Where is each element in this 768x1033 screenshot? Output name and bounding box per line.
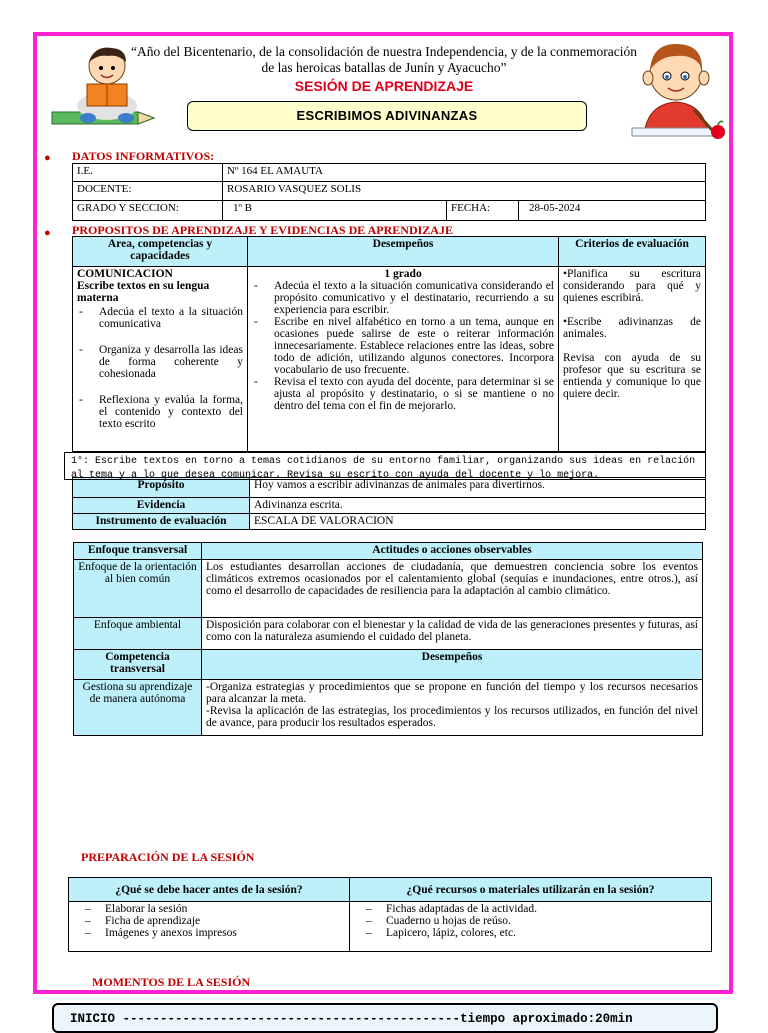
- col-desempenos-transversal: Desempeños: [202, 650, 703, 680]
- preparacion-heading: PREPARACIÓN DE LA SESIÓN: [81, 850, 255, 864]
- criterio-item: Revisa con ayuda de su profesor que su escritura se entienda y comunique lo que quiere decir.: [563, 352, 701, 400]
- col-recursos: ¿Qué recursos o materiales utilizarán en la sesión?: [350, 878, 712, 902]
- competencia-name: Escribe textos en su lengua materna: [77, 280, 210, 304]
- capacidad-item: - Reflexiona y evalúa la forma, el contenido y contexto del texto escrito: [77, 394, 243, 430]
- grado-value: 1º B: [223, 201, 447, 221]
- datos-table: [72, 163, 706, 221]
- competencia-text: -Revisa la aplicación de las estrategias, los procedimientos y los recursos utilizados, en función del nivel de avance, para producir los resultados esperados.: [206, 705, 698, 729]
- evidencia-label: Evidencia: [73, 498, 250, 514]
- recurso-item: – Cuaderno u hojas de reúso.: [364, 915, 707, 927]
- competencia-text: -Organiza estrategias y procedimientos que se propone en función del tiempo y los recursos necesarios para alcanzar la meta.: [206, 681, 698, 705]
- antes-item: – Ficha de aprendizaje: [83, 915, 345, 927]
- header-line-2: de las heroicas batallas de Junín y Ayacucho”: [261, 60, 507, 75]
- capacidad-item: - Organiza y desarrolla las ideas de forma coherente y cohesionada: [77, 344, 243, 380]
- inicio-box: INICIO ---------------------------------------------tiempo aproximado:20min: [52, 1003, 718, 1033]
- col-enfoque: Enfoque transversal: [74, 543, 202, 560]
- desempeno-item: - Adecúa el texto a la situación comunicativa considerando el propósito comunicativo y el destinatario, recurriendo a su experiencia para escribir.: [252, 280, 554, 316]
- col-competencia: Competencia transversal: [74, 650, 202, 680]
- proposito-table: [72, 477, 706, 530]
- enfoque-text: Los estudiantes desarrollan acciones de ciudadanía, que demuestren conciencia sobre los eventos climáticos extremos ocasionados por el calentamiento global (sequías e inundaciones, entre otros.), así como el desarrollo de capacidades de resiliencia para la adaptación al cambio climático.: [202, 560, 703, 618]
- col-desempenos: Desempeños: [248, 237, 559, 267]
- antes-item: – Elaborar la sesión: [83, 903, 345, 915]
- fecha-label: FECHA:: [447, 201, 519, 221]
- recurso-item: – Fichas adaptadas de la actividad.: [364, 903, 707, 915]
- enfoque-name: Enfoque de la orientación al bien común: [74, 560, 202, 618]
- col-area: Area, competencias y capacidades: [73, 237, 248, 267]
- competencias-table: [72, 236, 706, 452]
- criterio-item: •Escribe adivinanzas de animales.: [563, 316, 701, 340]
- antes-item: – Imágenes y anexos impresos: [83, 927, 345, 939]
- docente-value: ROSARIO VASQUEZ SOLIS: [223, 182, 706, 201]
- bullet-icon: ●: [44, 152, 51, 164]
- propositos-heading: PROPOSITOS DE APRENDIZAJE Y EVIDENCIAS DE APRENDIZAJE: [72, 223, 453, 237]
- proposito-label: Propósito: [73, 478, 250, 498]
- enfoques-table: [73, 542, 703, 736]
- instrumento-label: Instrumento de evaluación: [73, 514, 250, 530]
- col-antes: ¿Qué se debe hacer antes de la sesión?: [69, 878, 350, 902]
- ie-label: I.E.: [73, 164, 223, 182]
- datos-heading: DATOS INFORMATIVOS:: [72, 149, 215, 163]
- instrumento-value: ESCALA DE VALORACION: [250, 514, 706, 530]
- proposito-value: Hoy vamos a escribir adivinanzas de animales para divertirnos.: [250, 478, 706, 498]
- enfoque-name: Enfoque ambiental: [74, 618, 202, 650]
- recurso-item: – Lapicero, lápiz, colores, etc.: [364, 927, 707, 939]
- col-criterios: Criterios de evaluación: [559, 237, 706, 267]
- area-title: COMUNICACION: [77, 268, 173, 280]
- capacidad-item: - Adecúa el texto a la situación comunicativa: [77, 306, 243, 330]
- criterio-item: •Planifica su escritura considerando para qué y quienes escribirá.: [563, 268, 701, 304]
- desempeno-item: - Revisa el texto con ayuda del docente, para determinar si se ajusta al propósito y destinatario, o si se mantiene o no dentro del tema con el fin de mejorarlo.: [252, 376, 554, 412]
- grado-heading: 1 grado: [384, 268, 422, 280]
- col-actitudes: Actitudes o acciones observables: [202, 543, 703, 560]
- topic-title-box: ESCRIBIMOS ADIVINANZAS: [187, 101, 587, 131]
- desempeno-item: - Escribe en nivel alfabético en torno a un tema, aunque en ocasiones puede salirse de este o reiterar información innecesariamente. Establece relaciones entre las ideas, sobre todo de adición, utilizando algunos conectores. Incorpora vocabulario de uso frecuente.: [252, 316, 554, 376]
- enfoque-text: Disposición para colaborar con el bienestar y la calidad de vida de las generaciones presentes y futuras, así como con la naturaleza asumiendo el cuidado del planeta.: [202, 618, 703, 650]
- bullet-icon: ●: [44, 227, 51, 239]
- overlay-text: 1°: Escribe textos en torno a temas cotidianos de su entorno familiar, organizando sus ideas en relación al tema y a lo que desea comunicar. Revisa su escrito con ayuda del docente y lo mejora.: [71, 456, 696, 481]
- ie-value: Nº 164 EL AMAUTA: [223, 164, 706, 182]
- evidencia-value: Adivinanza escrita.: [250, 498, 706, 514]
- docente-label: DOCENTE:: [73, 182, 223, 201]
- grado-label: GRADO Y SECCION:: [73, 201, 223, 221]
- session-title: SESIÓN DE APRENDIZAJE: [294, 78, 474, 94]
- fecha-value: 28-05-2024: [519, 201, 706, 221]
- competencia-transversal-name: Gestiona su aprendizaje de manera autónoma: [74, 680, 202, 736]
- preparacion-table: [68, 877, 712, 952]
- overlay-text-box: [64, 452, 706, 480]
- momentos-heading: MOMENTOS DE LA SESIÓN: [92, 975, 251, 989]
- header-line-1: “Año del Bicentenario, de la consolidación de nuestra Independencia, y de la conmemoración: [130, 44, 638, 59]
